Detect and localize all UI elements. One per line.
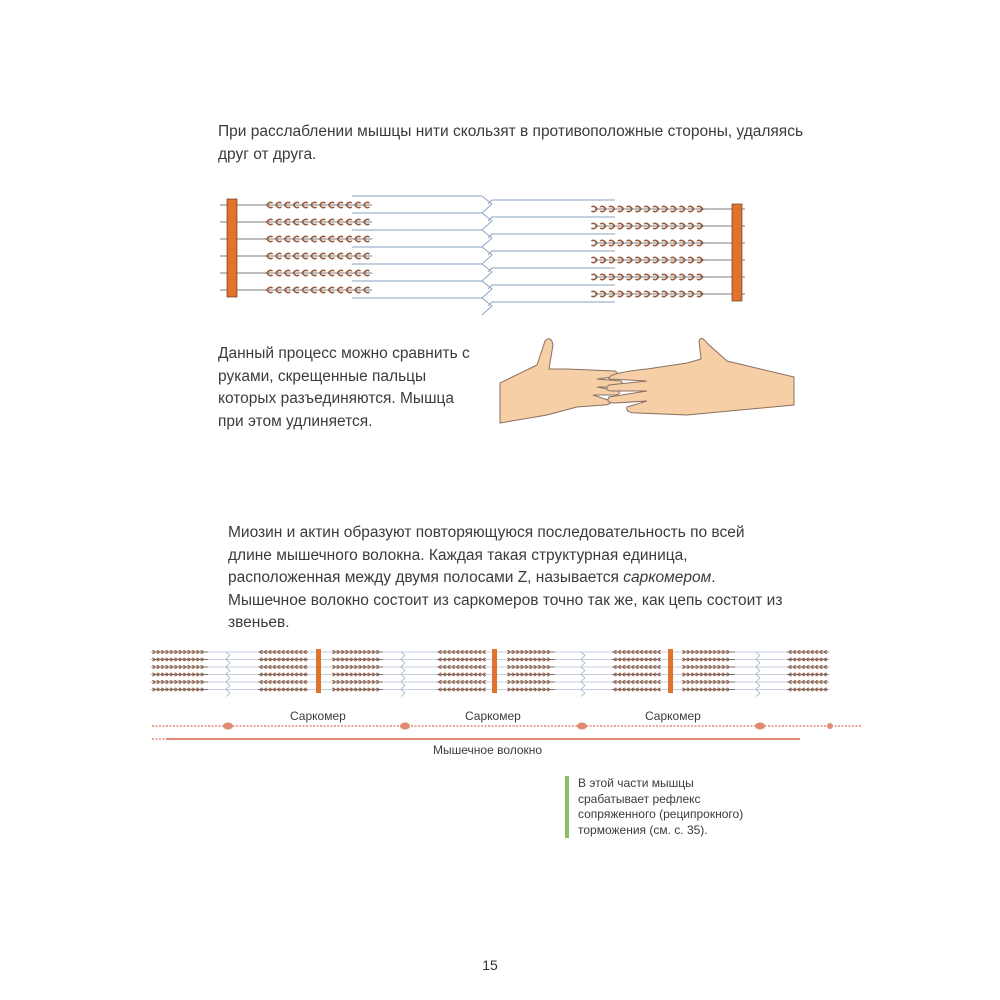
myosin-head	[152, 688, 203, 691]
myosin-head	[267, 287, 369, 292]
myosin-head	[614, 673, 661, 676]
actin-filament-right	[488, 251, 615, 255]
myosin-head	[591, 223, 702, 228]
actin-filament-right	[488, 217, 615, 221]
m-line-junction	[226, 652, 230, 659]
m-line-junction	[401, 682, 405, 689]
m-line-junction	[756, 682, 760, 689]
m-line-junction	[401, 652, 405, 659]
myosin-head	[614, 688, 661, 691]
actin-filament-left	[352, 196, 492, 213]
actin-filament-left	[352, 247, 492, 264]
myosin-head	[591, 274, 702, 279]
actin-filament-left	[352, 298, 492, 315]
myosin-head	[260, 673, 307, 676]
paragraph-text: . Мышечное волокно состоит из саркомеров точно так же, как цепь состоит из звеньев.	[228, 569, 783, 631]
myosin-head	[682, 666, 729, 669]
m-line-junction	[581, 682, 585, 689]
myosin-head	[332, 681, 379, 684]
m-line-junction	[401, 660, 405, 667]
myosin-head	[507, 681, 549, 684]
actin-filament-left	[352, 213, 492, 230]
myosin-head	[789, 688, 827, 691]
chain-link	[755, 723, 765, 730]
myosin-head	[507, 658, 549, 661]
actin-filament-left	[352, 264, 492, 281]
myosin-head	[152, 681, 203, 684]
myosin-head	[260, 681, 307, 684]
myosin-head	[682, 681, 729, 684]
myosin-head	[152, 673, 203, 676]
myosin-head	[439, 688, 486, 691]
actin-filament-right	[488, 200, 615, 204]
m-line-junction	[581, 652, 585, 659]
myosin-head	[591, 257, 702, 262]
chain-link	[400, 723, 410, 730]
m-line-junction	[226, 660, 230, 667]
myosin-head	[591, 206, 702, 211]
z-band	[668, 649, 673, 693]
myosin-head	[614, 666, 661, 669]
myosin-head	[507, 651, 549, 654]
myosin-head	[682, 658, 729, 661]
myosin-head	[614, 658, 661, 661]
m-line-junction	[401, 675, 405, 682]
page-number: 15	[482, 957, 498, 973]
myosin-head	[439, 651, 486, 654]
m-line-junction	[226, 675, 230, 682]
m-line-junction	[581, 660, 585, 667]
myosin-head	[789, 673, 827, 676]
myosin-head	[439, 658, 486, 661]
myosin-head	[267, 219, 369, 224]
z-band	[316, 649, 321, 693]
hands-illustration	[497, 335, 797, 435]
m-line-junction	[756, 690, 760, 697]
m-line-junction	[401, 667, 405, 674]
myosin-head	[591, 240, 702, 245]
myosin-head	[332, 673, 379, 676]
m-line-junction	[581, 690, 585, 697]
myosin-head	[682, 688, 729, 691]
m-line-junction	[581, 667, 585, 674]
chain-link	[223, 723, 233, 730]
sarcomere-label-1: Саркомер	[290, 709, 346, 723]
myosin-head	[507, 688, 549, 691]
myosin-head	[591, 291, 702, 296]
paragraph-relaxation: При расслаблении мышцы нити скользят в противоположные стороны, удаляясь друг от друга.	[218, 123, 804, 163]
m-line-junction	[756, 660, 760, 667]
myosin-head	[332, 688, 379, 691]
myosin-head	[789, 651, 827, 654]
m-line-junction	[401, 690, 405, 697]
myosin-head	[614, 681, 661, 684]
myosin-head	[682, 673, 729, 676]
myosin-head	[267, 270, 369, 275]
actin-filament-right	[488, 234, 615, 238]
m-line-junction	[756, 667, 760, 674]
myosin-head	[332, 666, 379, 669]
myosin-head	[267, 253, 369, 258]
myosin-head	[682, 651, 729, 654]
paragraph-text: Миозин и актин образуют повторяющуюся последовательность по всей длине мышечного волокна. Каждая такая структурная единица, расположенная между двумя полосами Z, называется	[228, 524, 745, 586]
myosin-head	[789, 666, 827, 669]
myosin-head	[260, 666, 307, 669]
myosin-head	[260, 658, 307, 661]
actin-filament-left	[352, 230, 492, 247]
myosin-head	[152, 666, 203, 669]
paragraph-sarcomere-definition	[228, 522, 788, 635]
myosin-head	[439, 681, 486, 684]
sidebar-note: В этой части мышцы срабатывает рефлекс сопряженного (реципрокного) торможения (см. с. 35).	[565, 776, 758, 838]
actin-filament-right	[488, 285, 615, 289]
sarcomere-label-2: Саркомер	[465, 709, 521, 723]
myosin-head	[260, 688, 307, 691]
chain-link	[827, 723, 833, 729]
actin-filament-left	[352, 281, 492, 298]
sarcomere-label-3: Саркомер	[645, 709, 701, 723]
myosin-head	[507, 666, 549, 669]
actin-filament-right	[488, 302, 615, 306]
myosin-head	[439, 673, 486, 676]
myosin-head	[789, 681, 827, 684]
myosin-head	[267, 202, 369, 207]
chain-link	[577, 723, 587, 730]
left-hand	[500, 339, 622, 423]
right-hand	[607, 338, 794, 415]
z-band	[492, 649, 497, 693]
paragraph-hands-comparison: Данный процесс можно сравнить с руками, скрещенные пальцы которых разъединяются. Мышца при этом удлиняется.	[218, 345, 470, 430]
myosin-head	[439, 666, 486, 669]
myosin-head	[152, 651, 203, 654]
z-band-left	[227, 199, 237, 297]
m-line-junction	[756, 675, 760, 682]
m-line-junction	[581, 675, 585, 682]
sarcomere-term: саркомером	[623, 569, 712, 586]
z-band-right	[732, 204, 742, 301]
myosin-head	[152, 658, 203, 661]
myosin-head	[332, 651, 379, 654]
myosin-head	[507, 673, 549, 676]
muscle-fiber-label: Мышечное волокно	[433, 743, 543, 757]
myosin-head	[789, 658, 827, 661]
m-line-junction	[226, 667, 230, 674]
myosin-head	[332, 658, 379, 661]
actin-filament-right	[488, 268, 615, 272]
myosin-head	[614, 651, 661, 654]
m-line-junction	[226, 682, 230, 689]
myosin-head	[267, 236, 369, 241]
m-line-junction	[756, 652, 760, 659]
myosin-head	[260, 651, 307, 654]
m-line-junction	[226, 690, 230, 697]
